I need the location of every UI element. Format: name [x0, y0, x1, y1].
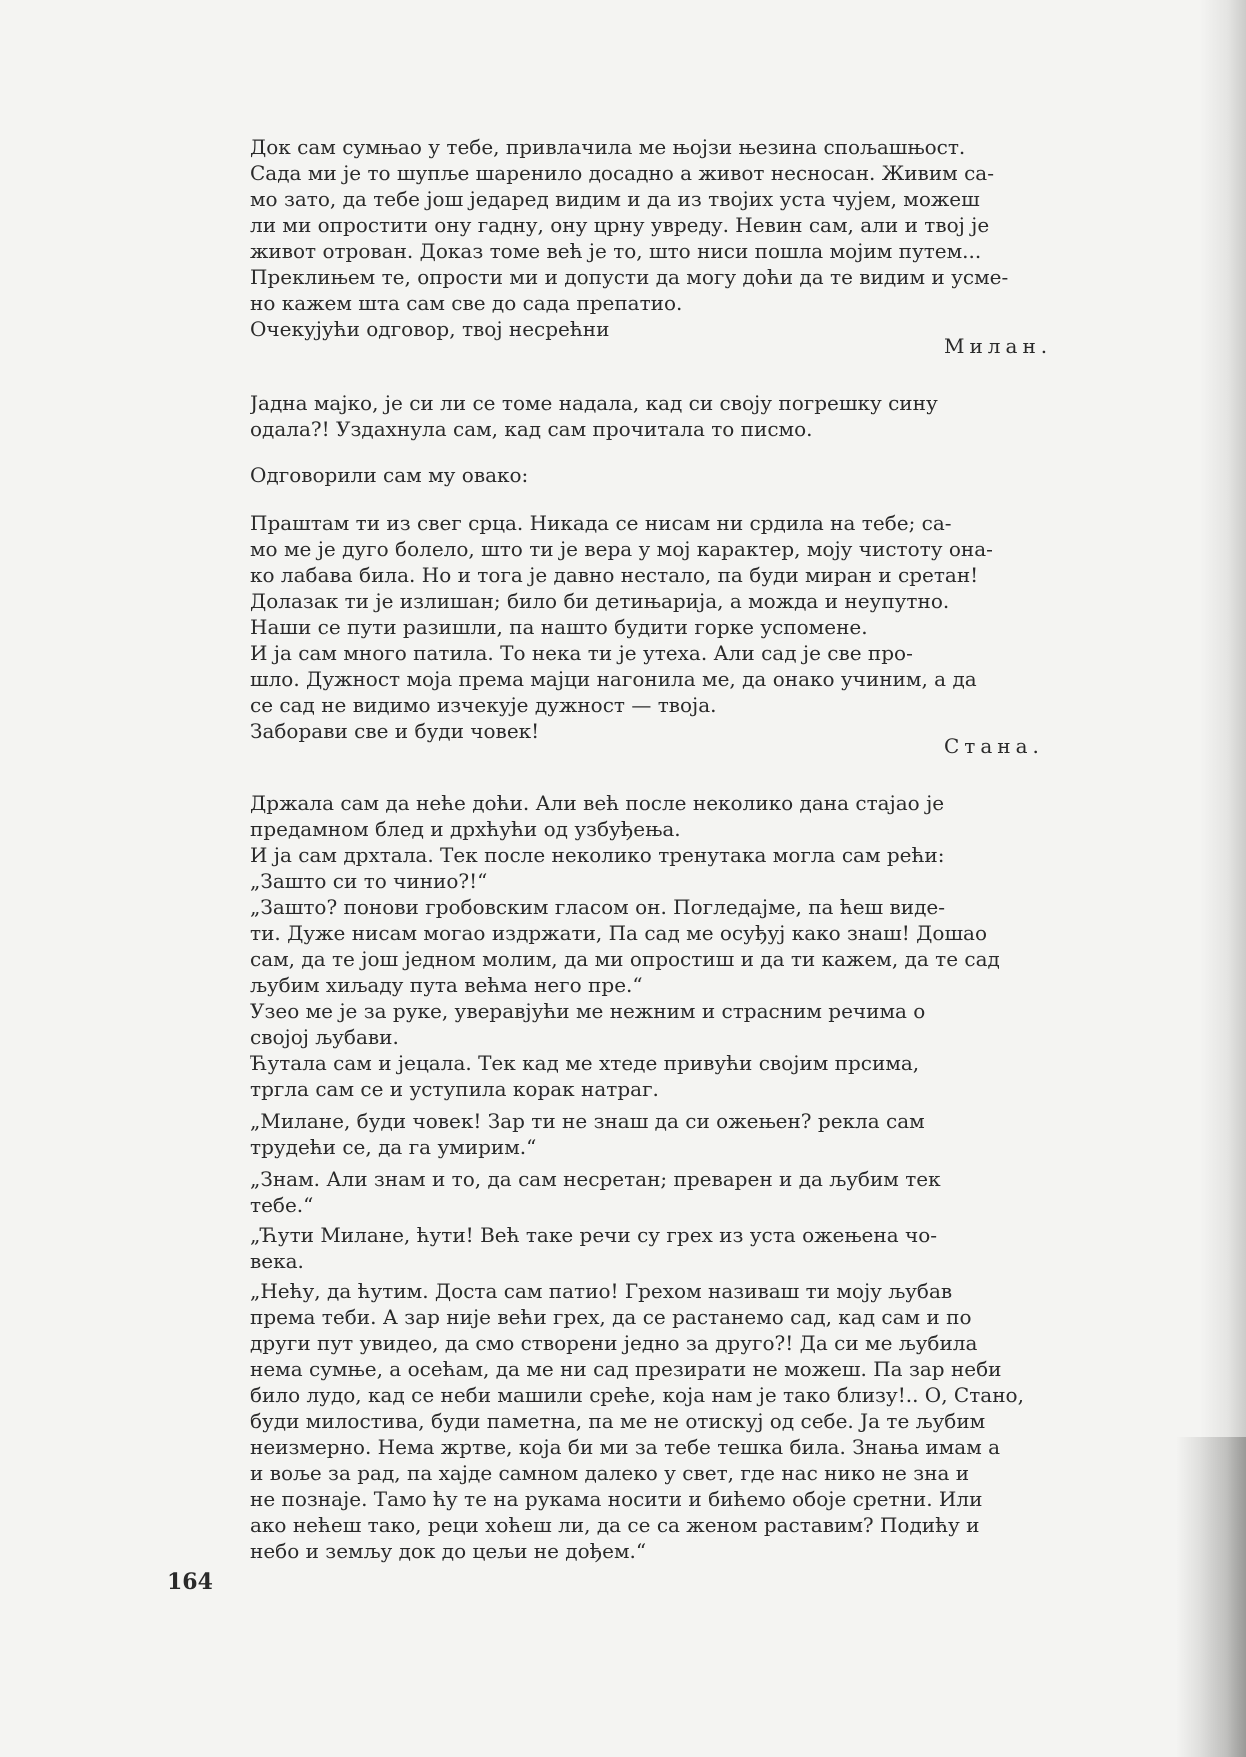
text-line: Ћутала сам и јецала. Тек кад ме хтеде привући својим прсима,	[250, 1051, 920, 1075]
text-line: „Зашто си то чинио?!“	[250, 869, 488, 893]
text-line: „Зашто? понови гробовским гласом он. Погледајме, па ћеш виде-	[250, 895, 945, 919]
text-line: Сада ми је то шупље шаренило досадно а живот несносан. Живим са-	[250, 161, 994, 185]
text-line: својој љубави.	[250, 1025, 399, 1049]
text-line: предамном блед и дрхћући од узбуђења.	[250, 817, 681, 841]
text-line: тебе.“	[250, 1193, 314, 1217]
milan-letter	[250, 134, 1080, 342]
paragraph-be-silent	[250, 1222, 1080, 1274]
text-line: шло. Дужност моја према мајци нагонила ме, да онако учиним, а да	[250, 667, 977, 691]
paragraph-meeting	[250, 790, 1080, 1050]
stana-letter	[250, 510, 1080, 744]
paragraph-plea	[250, 1278, 1080, 1564]
text-line: нема сумње, а осећам, да ме ни сад презирати не можеш. Па зар неби	[250, 1357, 1002, 1381]
text-line: Долазак ти је излишан; било би детињарија, а можда и неупутно.	[250, 589, 950, 613]
text-line: трудећи се, да га умирим.“	[250, 1135, 537, 1159]
text-line: „Ћути Милане, ћути! Већ таке речи су грех из уста ожењена чо-	[250, 1223, 938, 1247]
text-line: буди милостива, буди паметна, па ме не отискуј од себе. Ја те љубим	[250, 1409, 986, 1433]
page-corner-shadow	[1176, 1437, 1246, 1757]
text-line: живот отрован. Доказ томе већ је то, што ниси пошла мојим путем...	[250, 239, 982, 263]
text-line: Заборави све и буди човек!	[250, 719, 540, 743]
text-line: „Нећу, да ћутим. Доста сам патио! Грехом називаш ти моју љубав	[250, 1279, 953, 1303]
text-line: Одговорили сам му овако:	[250, 463, 529, 487]
text-line: небо и земљу док до цељи не дођем.“	[250, 1539, 647, 1563]
text-line: се сад не видимо изчекује дужност — твоја.	[250, 693, 717, 717]
text-line: мо зато, да тебе још једаред видим и да из твојих уста чујем, можеш	[250, 187, 980, 211]
text-line: неизмерно. Нема жртве, која би ми за тебе тешка била. Знања имам а	[250, 1435, 1001, 1459]
text-line: „Милане, буди човек! Зар ти не знаш да си ожењен? рекла сам	[250, 1109, 925, 1133]
text-line: ко лабава била. Но и тога је давно нестало, па буди миран и сретан!	[250, 563, 979, 587]
text-line: Док сам сумњао у тебе, привлачила ме њојзи њезина спољашњост.	[250, 135, 966, 159]
paragraph-reply-intro	[250, 462, 1080, 488]
text-line: и воље за рад, па хајде самном далеко у свет, где нас нико не зна и	[250, 1461, 970, 1485]
text-line: Држала сам да неће доћи. Али већ после неколико дана стајао је	[250, 791, 945, 815]
text-line: ти. Дуже нисам могао издржати, Па сад ме осуђуј како знаш! Дошао	[250, 921, 988, 945]
text-line: но кажем шта сам све до сада препатио.	[250, 291, 683, 315]
text-line: ако нећеш тако, реци хоћеш ли, да се са женом раставим? Подићу и	[250, 1513, 980, 1537]
text-line: сам, да те још једном молим, да ми опростиш и да ти кажем, да те сад	[250, 947, 1000, 971]
text-line: „Знам. Али знам и то, да сам несретан; преварен и да љубим тек	[250, 1167, 941, 1191]
paragraph-unhappy	[250, 1166, 1080, 1218]
text-line: према теби. А зар није већи грех, да се растанемо сад, кад сам и по	[250, 1305, 972, 1329]
paragraph-married	[250, 1108, 1080, 1160]
text-line: љубим хиљаду пута већма него пре.“	[250, 973, 643, 997]
text-line: И ја сам дрхтала. Тек после неколико тренутака могла сам рећи:	[250, 843, 945, 867]
text-line: И ја сам много патила. То нека ти је утеха. Али сад је све про-	[250, 641, 913, 665]
text-line: Наши се пути разишли, па нашто будити горке успомене.	[250, 615, 868, 639]
text-line: Очекујући одговор, твој несрећни	[250, 317, 610, 341]
text-line: одала?! Уздахнула сам, кад сам прочитала то писмо.	[250, 417, 813, 441]
text-line: Праштам ти из свег срца. Никада се нисам ни срдила на тебе; са-	[250, 511, 952, 535]
text-line: други пут увидео, да смо створени једно за друго?! Да си ме љубила	[250, 1331, 978, 1355]
text-line: било лудо, кад се неби машили среће, која нам је тако близу!.. О, Стано,	[250, 1383, 1024, 1407]
text-line: тргла сам се и уступила корак натраг.	[250, 1077, 659, 1101]
text-line: мо ме је дуго болело, што ти је вера у мој карактер, моју чистоту она-	[250, 537, 993, 561]
text-line: не познаје. Тамо ћу те на рукама носити и бићемо обоје сретни. Или	[250, 1487, 983, 1511]
paragraph-mother	[250, 390, 1080, 442]
signature-milan: Милан.	[944, 334, 1053, 358]
text-line: Преклињем те, опрости ми и допусти да могу доћи да те видим и усме-	[250, 265, 1009, 289]
text-line: ли ми опростити ону гадну, ону црну увреду. Невин сам, али и твој је	[250, 213, 990, 237]
paragraph-sobbing	[250, 1050, 1080, 1102]
text-line: века.	[250, 1249, 304, 1273]
signature-stana: Стана.	[944, 734, 1044, 758]
text-line: Узео ме је за руке, уверавјући ме нежним и страсним речима о	[250, 999, 926, 1023]
page-number: 164	[167, 1569, 213, 1595]
text-line: Јадна мајко, је си ли се томе надала, кад си своју погрешку сину	[250, 391, 938, 415]
